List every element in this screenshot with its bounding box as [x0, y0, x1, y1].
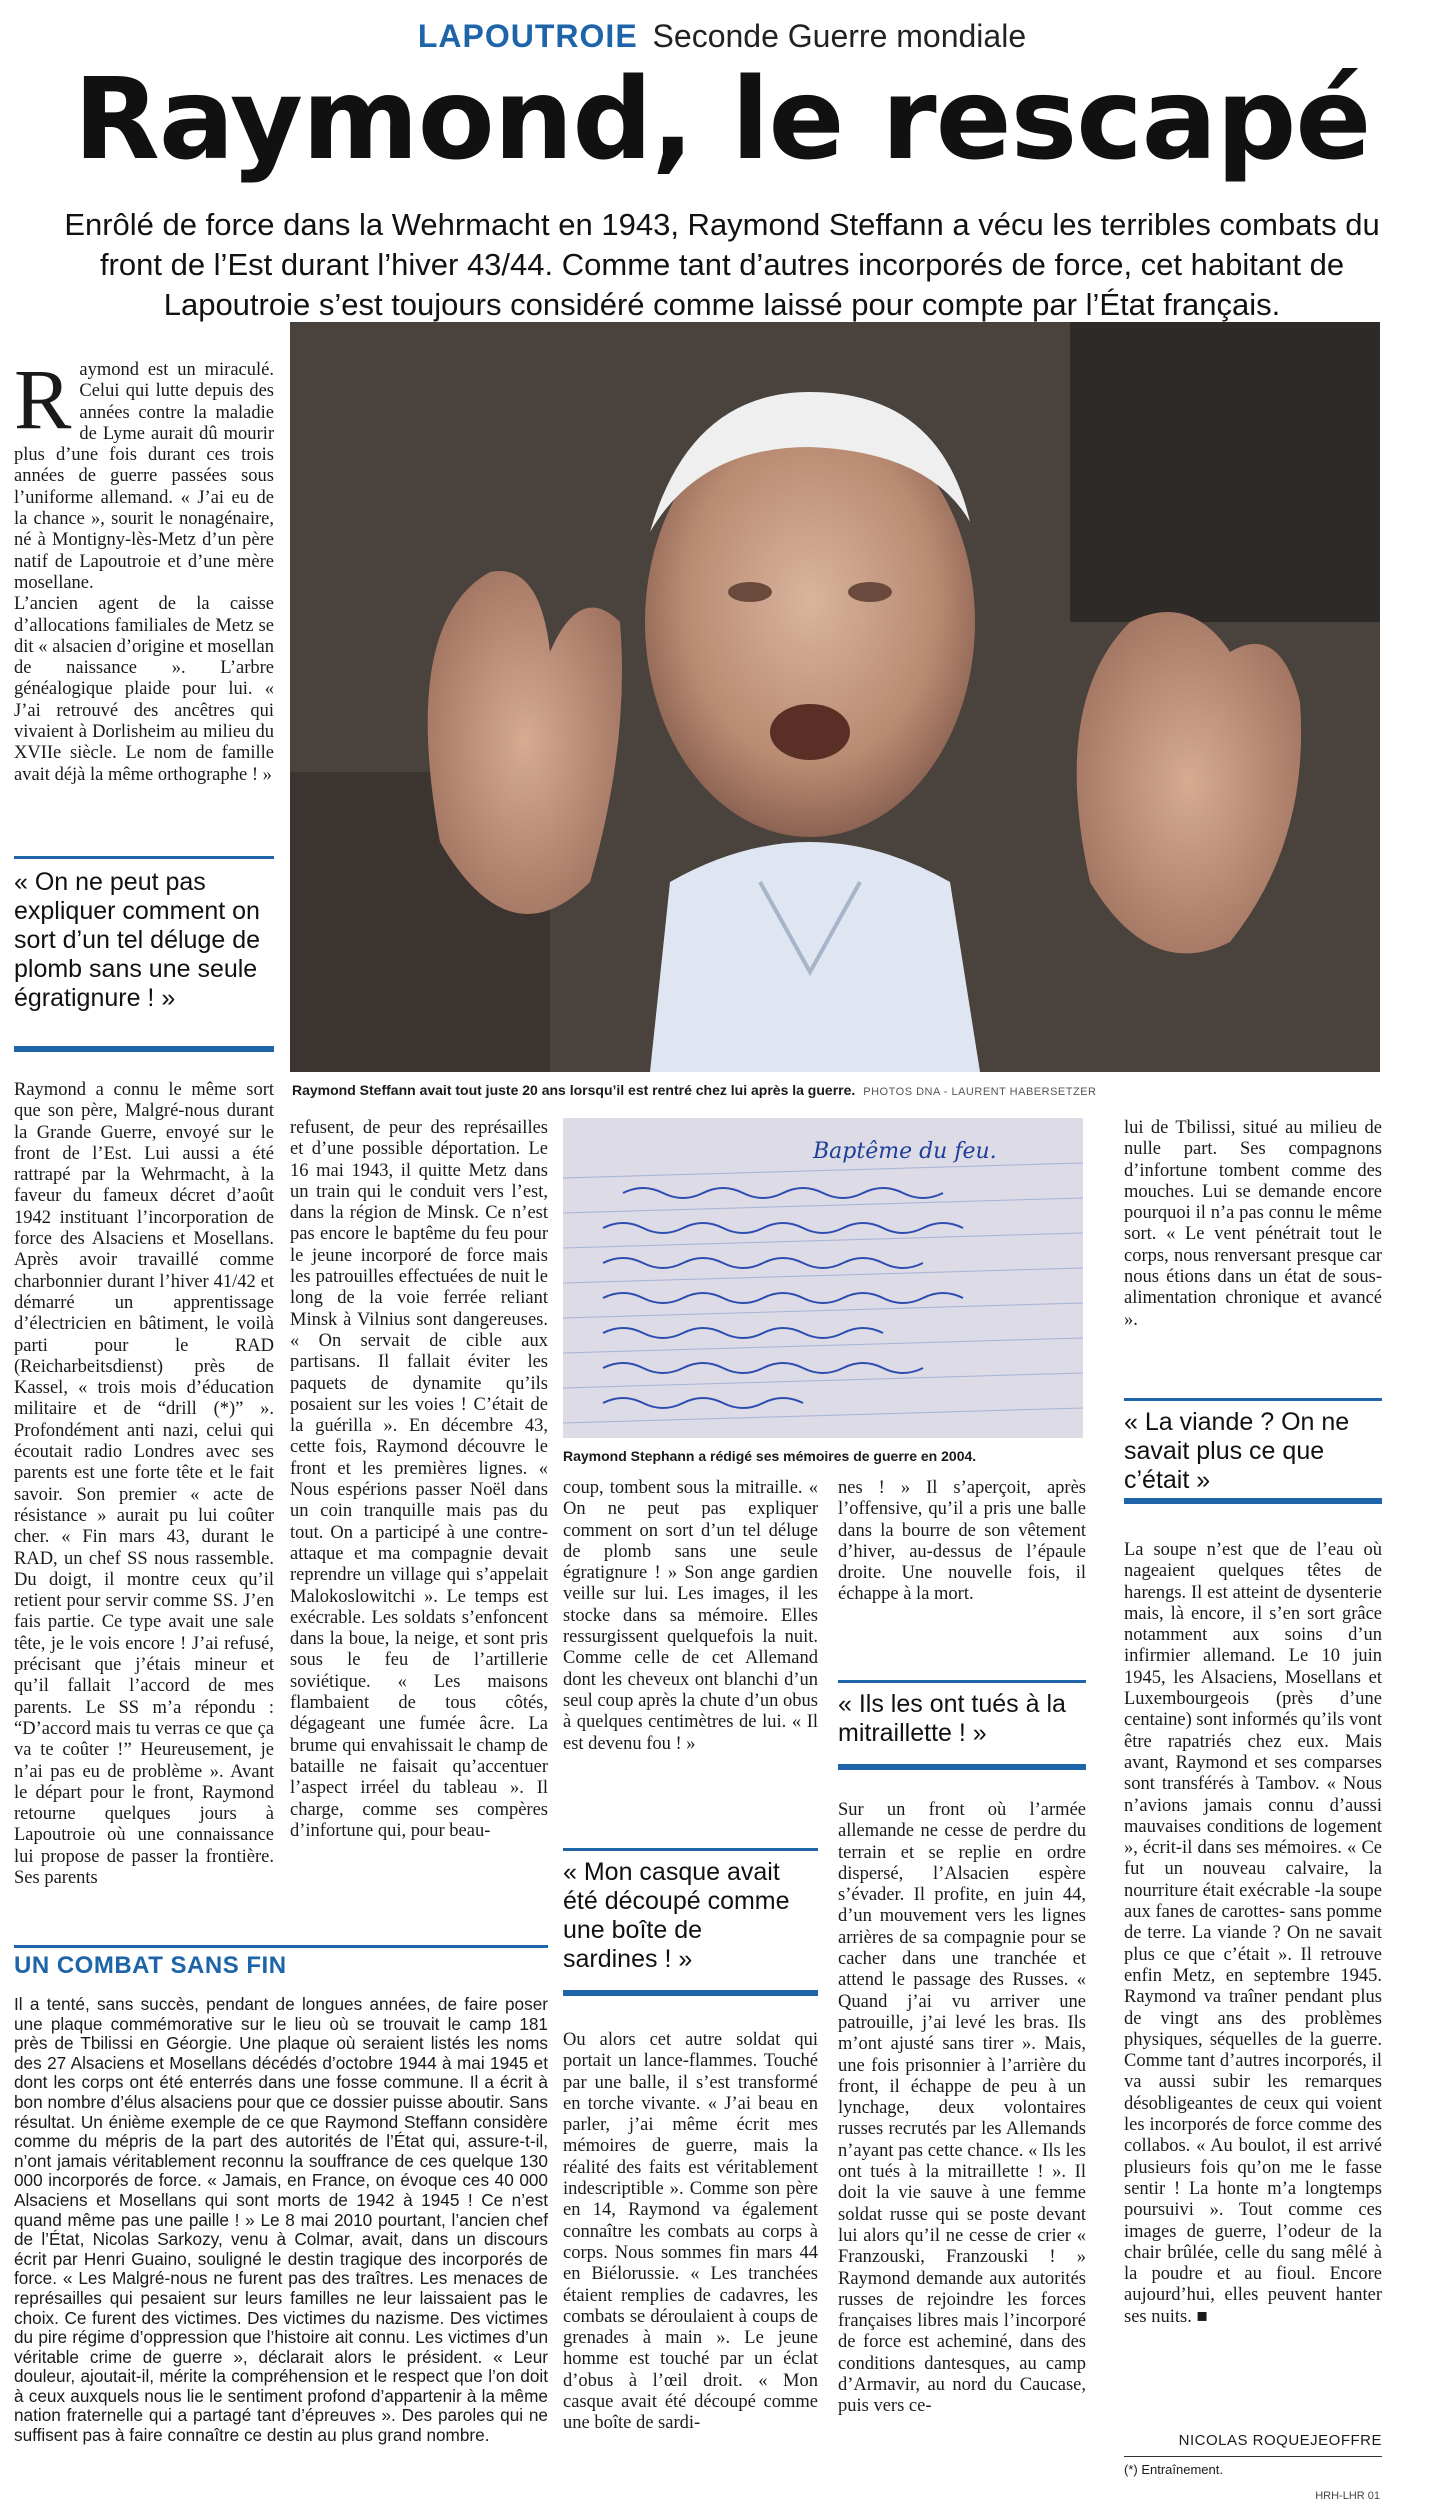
quote1-bottom-rule — [14, 1046, 274, 1052]
main-photo-caption — [292, 1082, 1382, 1098]
rubric-label: Seconde Guerre mondiale — [652, 18, 1027, 54]
quote3-bottom-rule — [838, 1764, 1086, 1770]
col2-text: refusent, de peur des représailles et d’une possible déportation. Le 16 mai 1943, il quitte Metz dans un train qui le conduit vers l’est, dans la région de Minsk. Ce n’est pas encore le baptême du feu pour le jeune incorporé de force mais les patrouilles effectuées de nuit le long de la voie ferrée reliant Minsk à Vilnius sont dangereuses. « On servait de cible aux partisans. Il fallait éviter les paquets de dynamite qu’ils posaient sur les voies ! C’était de la guérilla ». En décembre 43, cette fois, Raymond découvre le front et les premières lignes. « Nous espérions passer Noël dans un coin tranquille mais pas du tout. On a participé à une contre-attaque et ma compagnie devait reprendre un village qui s’appelait Malokoslowitchi ». Le temps est exécrable. Les soldats s’enfoncent dans la boue, la neige, et sont pris sous le feu de l’artillerie soviétique. « Les maisons flambaient de tous côtés, dégageant une fumée âcre. La brume qui envahissait le champ de bataille ne faisait qu’accentuer l’aspect irréel du tableau ». Il charge, comme ses compères d’infortune qui, pour beau- — [290, 1118, 548, 1841]
quote2-bottom-rule — [563, 1990, 818, 1996]
pull-quote-4: « La viande ? On ne savait plus ce que c’était » — [1124, 1408, 1350, 1494]
col1-top-para2: L’ancien agent de la caisse d’allocations familiales de Metz se dit « alsacien d’origine et mosellan de naissance ». L’arbre généalogique plaide pour lui. « J’ai retrouvé des ancêtres qui vivaient à Dorlisheim au milieu du XVIIe siècle. Le nom de famille avait déjà la même orthographe ! » — [14, 594, 274, 785]
photo-credit: PHOTOS DNA - LAURENT HABERSETZER — [863, 1086, 1097, 1098]
box-text: Il a tenté, sans succès, pendant de longues années, de faire poser une plaque commémorative sur le lieu où se trouvait le camp 181 près de Tbilissi en Géorgie. Une plaque où seraient listés les noms des 27 Alsaciens et Mosellans décédés d’octobre 1944 à mai 1945 et dont les corps ont été enterrés dans une fosse commune. Il a écrit à bon nombre d’élus alsaciens pour que ce dossier puisse aboutir. Sans résultat. Un énième exemple de ce que Raymond Steffann considère comme du mépris de la part des autorités de l’État qui, assure-t-il, n’ont jamais véritablement reconnu la souffrance de ces quelque 130 000 incorporés de force. « Jamais, en France, on évoque ces 40 000 Alsaciens et Mosellans qui sont morts de 1942 à 1945 ! Ce n’est quand même pas une paille ! » Le 8 mai 2010 pourtant, l’ancien chef de l’État, Nicolas Sarkozy, venu à Colmar, avait, dans un discours écrit par Henri Guaino, souligné le destin tragique des incorporés de force. « Les Malgré-nous ne furent pas des traîtres. Les menaces de représailles qui pesaient sur leurs familles ne leur laissaient pas le choix. Ce furent des victimes. Des victimes du nazisme. Des victimes du pire régime d’oppression que l’histoire ait connu. Les victimes d’un véritable crime de guerre », déclarait alors le président. « Leur douleur, ajoutait-il, mérite la compréhension et le respect que l’on doit à ceux auxquels nous lie le sentiment profond d’appartenir à la même nation fraternelle qui a partagé tant d’épreuves ». Des paroles qui ne suffisent pas à faire connaître ce destin au plus grand nombre. — [14, 1994, 548, 2446]
main-photo — [290, 322, 1380, 1072]
notebook-illustration — [563, 1118, 1083, 1438]
signature-rule — [1124, 2456, 1382, 2457]
article-lead: Enrôlé de force dans la Wehrmacht en 1943, Raymond Steffann a vécu les terribles combats du front de l’Est durant l’hiver 43/44. Comme tant d’autres incorporés de force, cet habitant de Lapoutroie s’est toujours considéré comme laissé pour compte par l’État français. — [64, 207, 1380, 322]
article-title: Raymond, le rescapé — [73, 55, 1371, 185]
author-signature: NICOLAS ROQUEJEOFFRE — [1178, 2432, 1382, 2449]
col3-top-text: coup, tombent sous la mitraille. « On ne peut pas expliquer comment on sort d’un tel déluge de plomb sans une seule égratignure ! » Son ange gardien veille sur lui. Les images, il les stocke dans sa mémoire. Elles ressurgissent quelquefois la nuit. Comme celle de cet Allemand dont les cheveux ont blanchi d’un seul coup après la chute d’un obus à quelques centimètres de lui. « Il est devenu fou ! » — [563, 1478, 818, 1754]
col1-top-para1: aymond est un miraculé. Celui qui lutte depuis des années contre la maladie de Lyme aurait dû mourir plus d’une fois durant ces trois années de guerre passées sous l’uniforme allemand. « J’ai eu de la chance », sourit le nonagénaire, né à Montigny-lès-Metz d’un père natif de Lapoutroie et d’une mère mosellane. — [14, 360, 274, 593]
location-label: LAPOUTROIE — [417, 18, 638, 54]
col5-top-text: lui de Tbilissi, situé au milieu de nulle part. Ses compagnons d’infortune tombent comme des mouches. Lui se demande encore pourquoi il n’a pas connu le même sort. « Le vent pénétrait tout le corps, nous renversant presque car nous étions dans un état de sous-alimentation chronique et avancé ». — [1124, 1118, 1382, 1330]
notebook-heading: Baptême du feu. — [813, 1139, 997, 1164]
pull-quote-2: « Mon casque avait été découpé comme une boîte de sardines ! » — [563, 1858, 790, 1973]
memoir-photo — [563, 1118, 1083, 1438]
footnote: (*) Entraînement. — [1124, 2462, 1223, 2477]
quote4-top-rule — [1124, 1398, 1382, 1401]
col1-bottom-text: Raymond a connu le même sort que son père, Malgré-nous durant la Grande Guerre, envoyé sur le front de l’Est. Lui aussi a été rattrapé par la Wehrmacht, à la faveur du fameux décret d’août 1942 instituant l’incorporation de force des Alsaciens et Mosellans. Après avoir travaillé comme charbonnier durant l’hiver 41/42 et démarré un apprentissage d’électricien en bâtiment, le voilà parti pour le RAD (Reicharbeitsdienst) près de Kassel, « trois mois d’éducation militaire et de “drill (*)” ». Profondément anti nazi, celui qui écoutait radio Londres avec ses parents est une forte tête et le fait savoir. Son premier « acte de résistance » aurait pu lui coûter cher. « Fin mars 43, durant le RAD, un chef SS nous rassemble. Du doigt, il montre ceux qu’il retient pour servir comme SS. J’en fais partie. Ce type avait une sale tête, je le vois encore ! J’ai refusé, précisant que j’étais mineur et qu’il fallait l’accord de mes parents. Le SS m’a répondu : “D’accord mais tu verras ce que ça va te coûter !” Heureusement, je n’ai pas eu de problème ». Avant le départ pour le front, Raymond retourne quelques jours à Lapoutroie où une connaissance lui propose de passer la frontière. Ses parents — [14, 1080, 274, 1888]
memoir-photo-caption: Raymond Stephann a rédigé ses mémoires de guerre en 2004. — [563, 1448, 977, 1464]
pull-quote-3: « Ils les ont tués à la mitraillette ! » — [838, 1690, 1066, 1747]
box-heading: UN COMBAT SANS FIN — [14, 1952, 287, 1979]
quote1-top-rule — [14, 856, 274, 859]
pull-quote-1: « On ne peut pas expliquer comment on sort d’un tel déluge de plomb sans une seule égratignure ! » — [14, 868, 261, 1012]
main-photo-caption-text: Raymond Steffann avait tout juste 20 ans lorsqu’il est rentré chez lui après la guerre. — [292, 1082, 856, 1098]
col5-bottom-text: La soupe n’est que de l’eau où nageaient quelques têtes de harengs. Il est atteint de dysenterie mais, là encore, il s’en sort grâce notamment aux soins d’un infirmier allemand. Le 10 juin 1945, les Alsaciens, Mosellans et Luxembourgeois (près d’une centaine) sont informés qu’ils vont être rapatriés chez eux. Mais avant, Raymond et ses comparses sont transférés à Tambov. « Nous n’avions jamais connu d’aussi mauvaises conditions de logement », écrit-il dans ses mémoires. « Ce fut un nouveau calvaire, la nourriture était exécrable -la soupe aux fanes de carottes- sans pomme de terre. La viande ? On ne savait plus ce que c’était ». Il retrouve enfin Metz, en septembre 1945. Raymond va traîner pendant plus de vingt ans des problèmes physiques, séquelles de la guerre. Comme tant d’autres incorporés, il va aussi subir les remarques désobligeantes de ceux qui voient les incorporés de force comme des collabos. « Au boulot, il est arrivé plusieurs fois qu’on me le fasse sentir ! La honte m’a longtemps poursuivi ». Tout comme ces images de guerre, l’odeur de la chair brûlée, celle du sang mêlé à la poudre et au fioul. Encore aujourd’hui, elles peuvent hanter ses nuits. ■ — [1124, 1540, 1382, 2327]
quote4-bottom-rule — [1124, 1498, 1382, 1504]
article-kicker — [0, 18, 1444, 55]
col1-top-text — [14, 351, 274, 786]
quote2-top-rule — [563, 1848, 818, 1851]
portrait-illustration — [290, 322, 1380, 1072]
dropcap: R — [14, 351, 72, 447]
box-top-rule — [14, 1945, 548, 1948]
col3-bottom-text: Ou alors cet autre soldat qui portait un lance-flammes. Touché par une balle, il s’est transformé en torche vivante. « J’ai beau en parler, j’ai même écrit mes mémoires de guerre, mais la réalité des faits est véritablement indescriptible ». Comme son père en 14, Raymond va également connaître les combats au corps à corps. Nous sommes fin mars 44 en Biélorussie. « Les tranchées étaient remplies de cadavres, les combats se déroulaient à coups de grenades à main ». Le jeune homme est touché par un éclat d’obus à l’œil droit. « Mon casque avait été découpé comme une boîte de sardi- — [563, 2030, 818, 2434]
quote3-top-rule — [838, 1680, 1086, 1683]
col4-bottom-text: Sur un front où l’armée allemande ne cesse de perdre du terrain et se replie en ordre dispersé, l’Alsacien espère s’évader. Il profite, en juin 44, d’un mouvement vers les lignes arrières de sa compagnie pour se cacher dans une tranchée et attend le passage des Russes. « Quand j’ai vu arriver une patrouille, j’ai levé les bras. Ils m’ont ajusté sans tirer ». Mais, une fois prisonnier à l’arrière du front, il échappe de peu à un lynchage, deux volontaires russes recrutés par les Allemands n’ayant pas cette chance. « Ils les ont tués à la mitraillette ! ». Il doit la vie sauve à une femme soldat russe qui se poste devant lui alors qu’il ne cesse de crier « Franzouski, Franzouski ! » Raymond demande aux autorités russes de rejoindre les forces françaises libres mais l’incorporé de force est acheminé, dans des conditions dantesques, au camp d’Armavir, au nord du Caucase, puis vers ce- — [838, 1800, 1086, 2417]
col4-top-text: nes ! » Il s’aperçoit, après l’offensive, qu’il a pris une balle dans la bourre de son vêtement d’hiver, au-dessus de l’épaule droite. Une nouvelle fois, il échappe à la mort. — [838, 1478, 1086, 1605]
page-folio: HRH-LHR 01 — [1315, 2490, 1380, 2502]
